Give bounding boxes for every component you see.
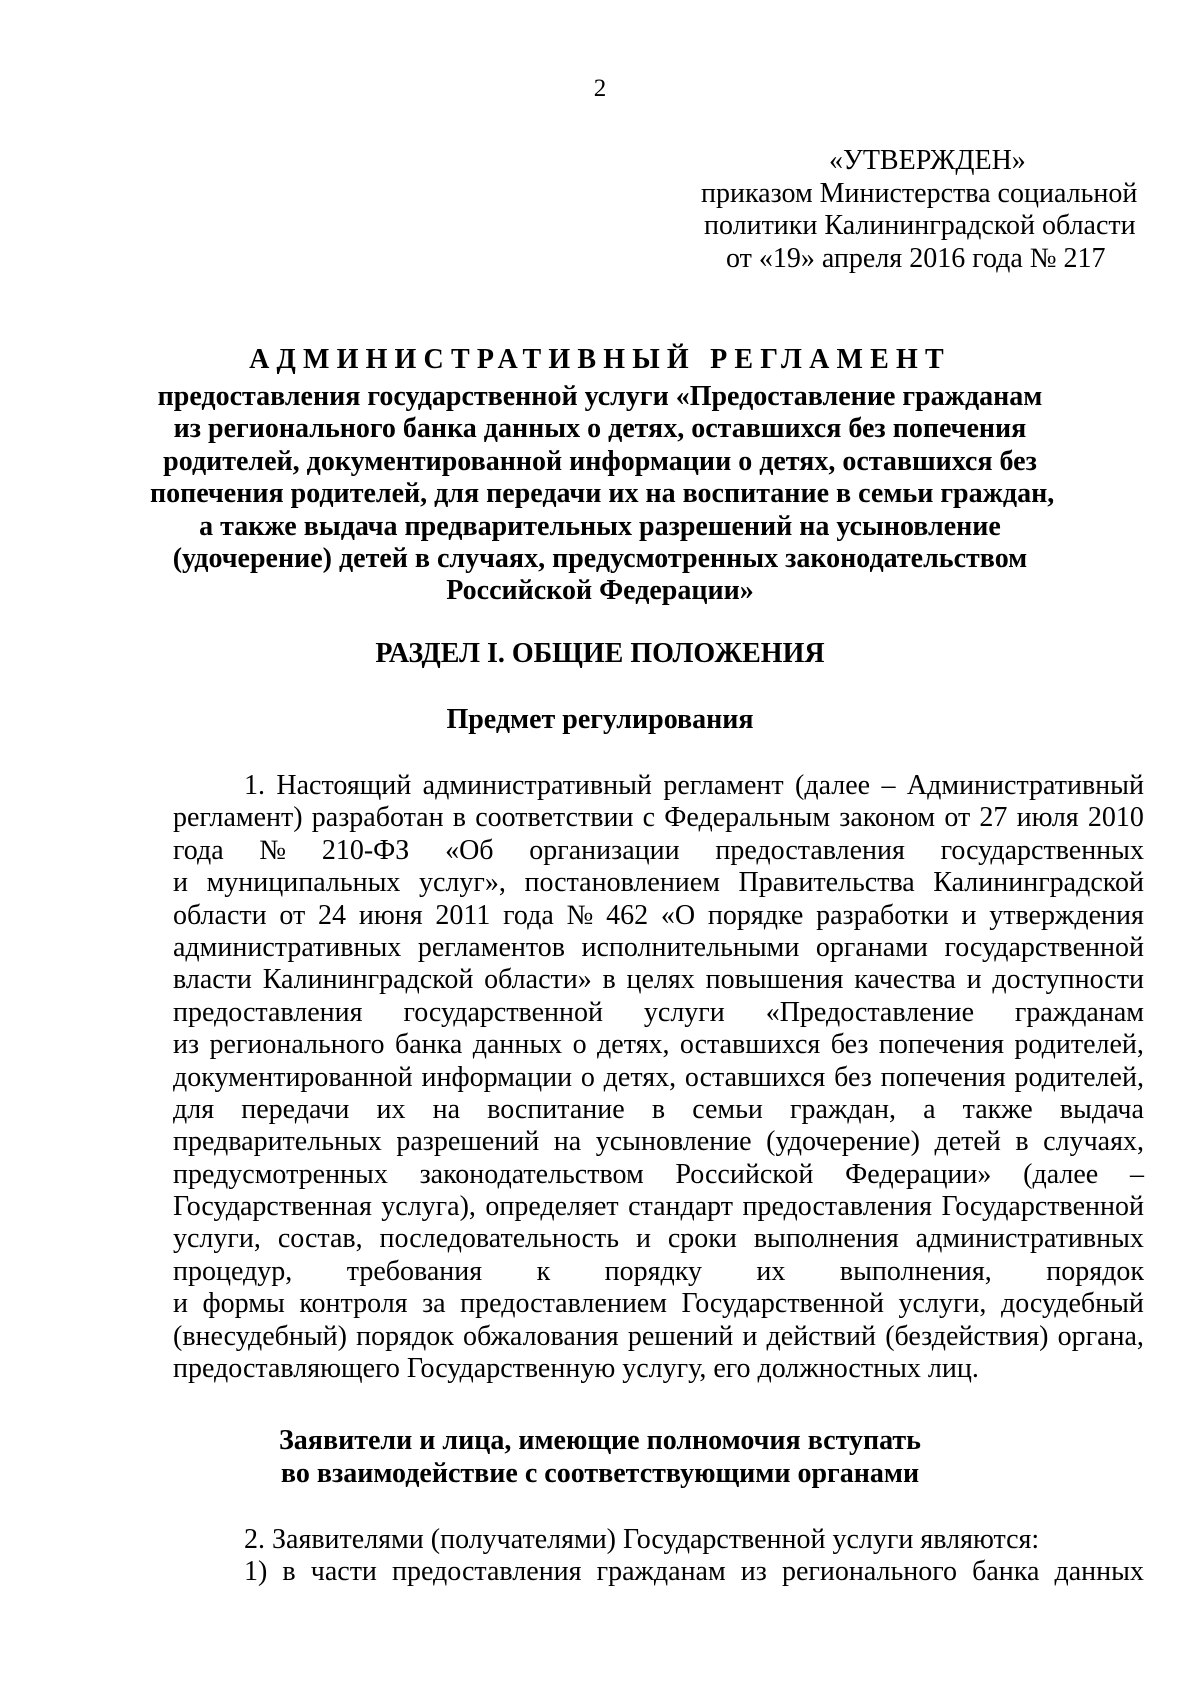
title-line: Российской Федерации» — [446, 575, 754, 607]
text-line: документированной информации о детях, оставшихся без попечения родителей, — [173, 1061, 1144, 1093]
text-line: регламент) разработан в соответствии с Федеральным законом от 27 июля 2010 — [173, 802, 1144, 834]
title-line: попечения родителей, для передачи их на воспитание в семьи граждан, — [150, 478, 1055, 510]
subheading-subject: Предмет регулирования — [446, 704, 754, 735]
approval-line: от «19» апреля 2016 года № 217 — [726, 242, 1106, 274]
text-line: 1. Настоящий административный регламент (далее – Административный — [244, 770, 1144, 801]
document-title — [150, 381, 1055, 608]
title-line: из регионального банка данных о детях, оставшихся без попечения — [173, 413, 1027, 445]
text-line: и муниципальных услуг», постановлением Правительства Калининградской — [173, 867, 1144, 899]
text-line: услуги, состав, последовательность и сроки выполнения административных — [173, 1223, 1144, 1255]
approval-stamp — [690, 145, 1150, 275]
text-line: предусмотренных законодательством Российской Федерации» (далее – — [173, 1158, 1144, 1190]
title-line: родителей, документированной информации о детях, оставшихся без — [163, 445, 1037, 477]
text-line: (внесудебный) порядок обжалования решений и действий (бездействия) органа, — [173, 1320, 1144, 1352]
approval-line: приказом Министерства социальной — [701, 177, 1138, 209]
title-line: а также выдача предварительных разрешений на усыновление — [199, 510, 1001, 542]
subheading-line: Заявители и лица, имеющие полномочия вступать — [279, 1425, 921, 1456]
title-line: (удочерение) детей в случаях, предусмотренных законодательством — [172, 543, 1028, 575]
paragraph-2 — [173, 1524, 1144, 1589]
approval-line: «УТВЕРЖДЕН» — [829, 145, 1026, 176]
text-line: 1) в части предоставления гражданам из регионального банка данных — [244, 1556, 1144, 1588]
page-number: 2 — [593, 75, 607, 102]
text-line: предварительных разрешений на усыновление (удочерение) детей в случаях, — [173, 1126, 1144, 1158]
text-line: для передачи их на воспитание в семьи граждан, а также выдача — [173, 1093, 1144, 1125]
approval-line: политики Калининградской области — [704, 210, 1136, 241]
subheading-line: во взаимодействие с соответствующими органами — [280, 1457, 920, 1489]
subheading-applicants — [0, 1425, 1200, 1490]
text-line: из регионального банка данных о детях, оставшихся без попечения родителей, — [173, 1029, 1144, 1061]
text-line: власти Калининградской области» в целях повышения качества и доступности — [173, 964, 1144, 996]
section-heading: РАЗДЕЛ I. ОБЩИЕ ПОЛОЖЕНИЯ — [375, 638, 825, 669]
title-line: предоставления государственной услуги «Предоставление гражданам — [157, 381, 1043, 412]
text-line: области от 24 июня 2011 года № 462 «О порядке разработки и утверждения — [173, 899, 1144, 931]
text-line: 2. Заявителями (получателями) Государственной услуги являются: — [244, 1524, 1040, 1555]
document-type: АДМИНИСТРАТИВНЫЙ РЕГЛАМЕНТ — [249, 344, 951, 375]
text-line: года № 210-ФЗ «Об организации предоставления государственных — [173, 834, 1144, 866]
text-line: Государственная услуга), определяет стандарт предоставления Государственной — [173, 1191, 1144, 1223]
text-line: предоставления государственной услуги «Предоставление гражданам — [173, 996, 1144, 1028]
paragraph-1 — [173, 770, 1144, 1385]
text-line: административных регламентов исполнительными органами государственной — [173, 931, 1144, 963]
text-line: и формы контроля за предоставлением Государственной услуги, досудебный — [173, 1288, 1144, 1320]
text-line: процедур, требования к порядку их выполнения, порядок — [173, 1255, 1144, 1287]
text-line: предоставляющего Государственную услугу, его должностных лиц. — [173, 1353, 979, 1385]
